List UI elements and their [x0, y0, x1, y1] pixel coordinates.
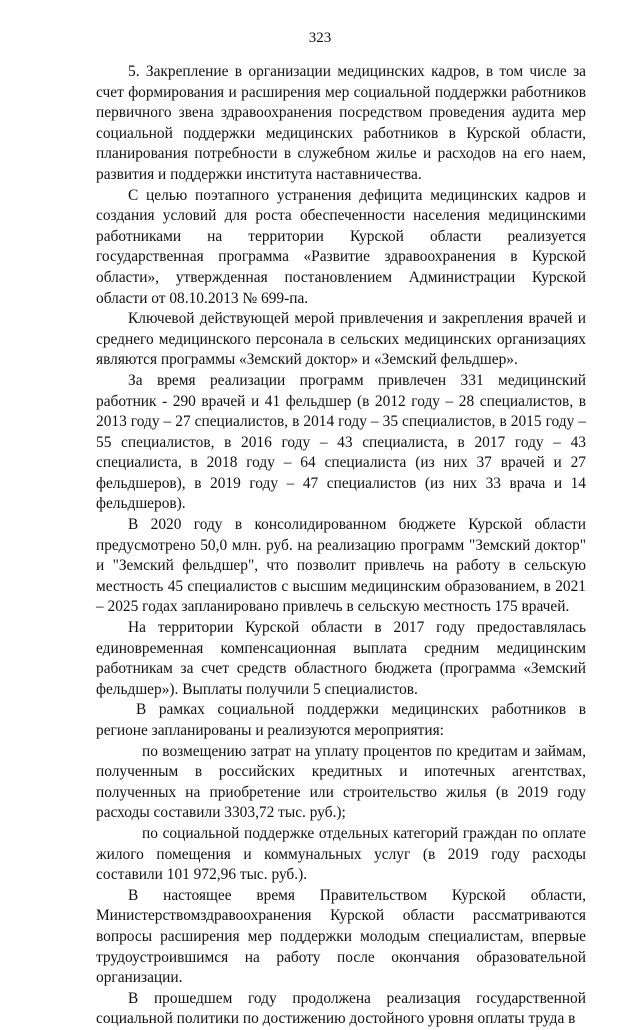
paragraph-10: В настоящее время Правительством Курской области, Министерствомздравоохранения Курской области рассматриваются вопросы расширения мер поддержки молодым специалистам, впервые трудоустроившимся на работу после окончания образовательной организации. [96, 886, 586, 987]
paragraph-7: В рамках социальной поддержки медицинских работников в регионе запланированы и реализуются мероприятия: [96, 701, 586, 739]
paragraph-4: За время реализации программ привлечен 331 медицинский работник - 290 врачей и 41 фельдшер (в 2012 году – 28 специалистов, в 2013 году – 27 специалистов, в 2014 году – 35 специалистов, в 2015 году –55 специалистов, в 2016 году – 43 специалиста, в 2017 году – 43 специалиста, в 2018 году – 64 специалиста (из них 37 врачей и 27 фельдшеров), в 2019 году – 47 специалистов (из них 33 врача и 14 фельдшеров). [96, 371, 586, 513]
list-item-housing-support: по социальной поддержке отдельных категорий граждан по оплате жилого помещения и коммунальных услуг (в 2019 году расходы составили 101 972,96 тыс. руб.). [96, 824, 586, 884]
paragraph-6: На территории Курской области в 2017 году предоставлялась единовременная компенсационная выплата средним медицинским работникам за счет средств областного бюджета (программа «Земский фельдшер»). Выплаты получили 5 специалистов. [96, 619, 586, 698]
paragraph-3: Ключевой действующей мерой привлечения и закрепления врачей и среднего медицинского персонала в сельских медицинских организациях являются программы «Земский доктор» и «Земский фельдшер». [96, 310, 586, 369]
page-number: 323 [308, 30, 332, 46]
paragraph-2: С целью поэтапного устранения дефицита медицинских кадров и создания условий для роста обеспеченности населения медицинскими работниками на территории Курской области реализуется государственная программа «Развитие здравоохранения в Курской области», утвержденная постановлением Администрации Курской области от 08.10.2013 № 699-па. [96, 186, 586, 307]
paragraph-11: В прошедшем году продолжена реализация государственной социальной политики по достижению достойного уровня оплаты труда в [96, 989, 586, 1028]
list-item-loan-compensation: по возмещению затрат на уплату процентов по кредитам и займам, полученным в российских кредитных и ипотечных агентствах, полученных на приобретение или строительство жилья (в 2019 году расходы составили 3303,72 тыс. руб.); [96, 742, 586, 822]
paragraph-5: В 2020 году в консолидированном бюджете Курской области предусмотрено 50,0 млн. руб. на реализацию программ "Земский доктор" и "Земский фельдшер", что позволит привлечь на работу в сельскую местность 45 специалистов с высшим медицинским образованием, в 2021 – 2025 годах запланировано привлечь в сельскую местность 175 врачей. [96, 516, 586, 616]
paragraph-1: 5. Закрепление в организации медицинских кадров, в том числе за счет формирования и расширения мер социальной поддержки работников первичного звена здравоохранения посредством проведения аудита мер социальной поддержки медицинских работников в Курской области, планирования потребности в служебном жилье и расходов на его наем, развития и поддержки института наставничества. [96, 63, 586, 183]
document-body [96, 62, 586, 1030]
